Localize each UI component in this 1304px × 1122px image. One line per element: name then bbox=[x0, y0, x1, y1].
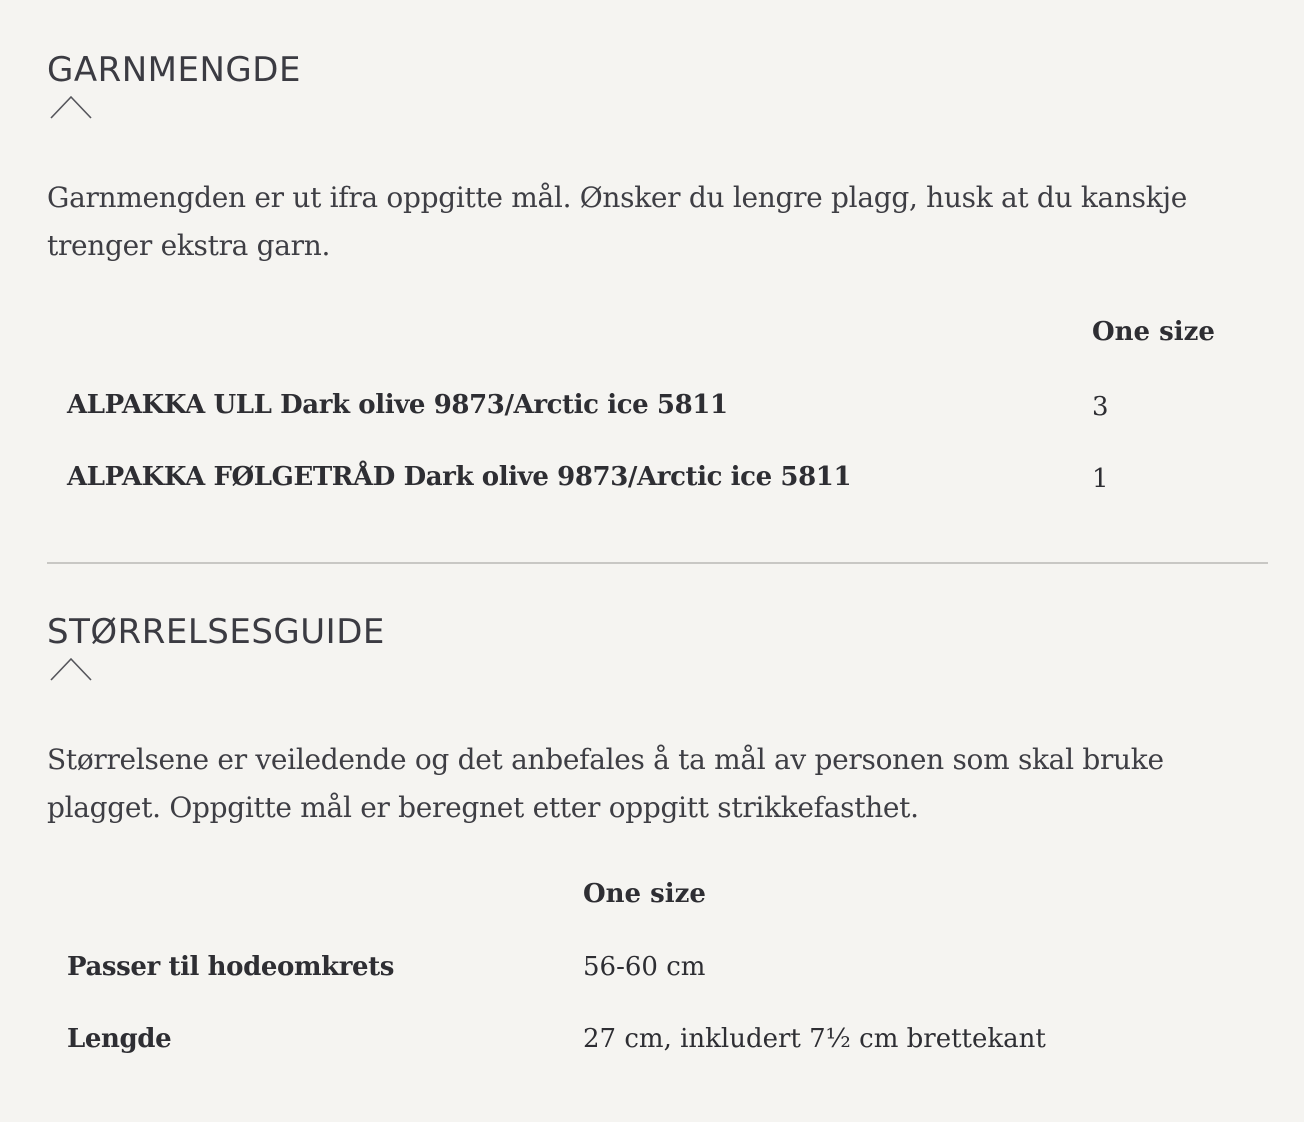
chevron-up-icon[interactable] bbox=[49, 656, 93, 682]
size-row-value: 56-60 cm bbox=[583, 952, 706, 982]
size-row-label: Passer til hodeomkrets bbox=[67, 952, 395, 982]
size-section bbox=[47, 612, 1268, 832]
yarn-row-label: ALPAKKA ULL Dark olive 9873/Arctic ice 5811 bbox=[67, 390, 728, 420]
chevron-up-icon[interactable] bbox=[49, 94, 93, 120]
yarn-column-header: One size bbox=[1092, 317, 1215, 347]
size-column-header: One size bbox=[583, 879, 706, 909]
yarn-row-value: 3 bbox=[1092, 392, 1109, 422]
size-row-label: Lengde bbox=[67, 1024, 172, 1054]
yarn-section bbox=[47, 50, 1268, 270]
yarn-row-label: ALPAKKA FØLGETRÅD Dark olive 9873/Arctic ice 5811 bbox=[67, 462, 852, 492]
yarn-section-heading[interactable]: GARNMENGDE bbox=[47, 50, 301, 90]
yarn-row-value: 1 bbox=[1092, 464, 1109, 494]
yarn-intro-text: Garnmengden er ut ifra oppgitte mål. Ønsker du lengre plagg, husk at du kanskje trenger ekstra garn. bbox=[47, 181, 1188, 262]
size-row-value: 27 cm, inkludert 7½ cm brettekant bbox=[583, 1024, 1046, 1054]
section-divider bbox=[47, 562, 1268, 564]
size-intro-text: Størrelsene er veiledende og det anbefales å ta mål av personen som skal bruke plagget. Oppgitte mål er beregnet etter oppgitt strikkefasthet. bbox=[47, 743, 1164, 824]
size-section-heading[interactable]: STØRRELSESGUIDE bbox=[47, 612, 385, 652]
